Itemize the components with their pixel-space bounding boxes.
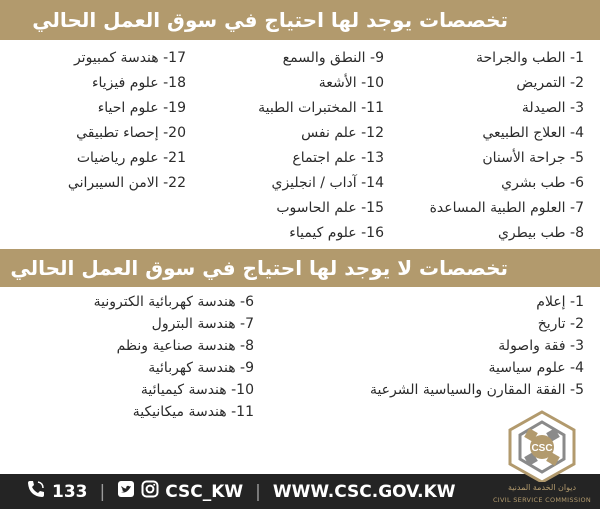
footer-contact <box>26 474 456 509</box>
list-item: 9- النطق والسمع <box>282 50 384 66</box>
list-item: 1- إعلام <box>536 294 584 310</box>
list-item: 10- الأشعة <box>318 75 384 91</box>
list-item: 4- العلاج الطبيعي <box>482 125 584 141</box>
instagram-icon[interactable] <box>141 480 159 503</box>
list-item: 22- الامن السيبراني <box>67 175 186 191</box>
list-item: 14- آداب / انجليزي <box>271 175 384 191</box>
list-item: 19- علوم احياء <box>97 100 186 116</box>
website-link[interactable]: WWW.CSC.GOV.KW <box>272 481 456 502</box>
list-item: 6- طب بشري <box>501 175 584 191</box>
list-item: 13- علم اجتماع <box>292 150 384 166</box>
list-item: 5- جراحة الأسنان <box>482 150 584 166</box>
header-needed <box>0 0 600 40</box>
list-item: 11- هندسة ميكانيكية <box>132 404 254 420</box>
list-item: 2- تاريخ <box>537 316 584 332</box>
twitter-icon[interactable] <box>117 480 135 503</box>
separator: | <box>99 481 106 502</box>
needed-list-col3 <box>14 46 186 196</box>
list-item: 9- هندسة كهربائية <box>148 360 254 376</box>
header-not-needed-text: تخصصات لا يوجد لها احتياج في سوق العمل الحالي <box>10 256 508 280</box>
list-item: 1- الطب والجراحة <box>476 50 584 66</box>
phone-number[interactable]: 133 <box>52 481 88 502</box>
logo-name-en: CIVIL SERVICE COMMISSION <box>492 496 592 504</box>
list-item: 17- هندسة كمبيوتر <box>73 50 186 66</box>
header-not-needed <box>0 249 600 287</box>
phone-icon <box>26 479 46 504</box>
needed-list-col2 <box>214 46 384 246</box>
list-item: 8- طب بيطري <box>497 225 584 241</box>
list-item: 16- علوم كيمياء <box>289 225 384 241</box>
not-needed-list-col2 <box>14 291 254 423</box>
list-item: 3- فقة واصولة <box>498 338 584 354</box>
list-item: 15- علم الحاسوب <box>276 200 384 216</box>
list-item: 20- إحصاء تطبيقي <box>76 125 186 141</box>
list-item: 3- الصيدلة <box>521 100 584 116</box>
list-item: 8- هندسة صناعية ونظم <box>116 338 254 354</box>
list-item: 11- المختبرات الطبية <box>258 100 384 116</box>
social-handle[interactable]: CSC_KW <box>165 481 244 502</box>
list-item: 6- هندسة كهربائية الكترونية <box>93 294 254 310</box>
list-item: 18- علوم فيزياء <box>91 75 186 91</box>
logo-name-ar: ديوان الخدمة المدنية <box>507 483 577 492</box>
list-item: 7- هندسة البترول <box>151 316 254 332</box>
list-item: 10- هندسة كيميائية <box>140 382 254 398</box>
list-item: 4- علوم سياسية <box>488 360 584 376</box>
list-item: 7- العلوم الطبية المساعدة <box>429 200 584 216</box>
list-item: 5- الفقة المقارن والسياسية الشرعية <box>369 382 584 398</box>
separator: | <box>255 481 261 502</box>
header-needed-text: تخصصات يوجد لها احتياج في سوق العمل الحالي <box>32 8 508 32</box>
needed-list-col1 <box>398 46 584 246</box>
not-needed-list-col1 <box>298 291 584 401</box>
logo-abbr: CSC <box>531 443 553 454</box>
list-item: 12- علم نفس <box>301 125 384 141</box>
list-item: 2- التمريض <box>516 75 584 91</box>
list-item: 21- علوم رياضيات <box>76 150 186 166</box>
